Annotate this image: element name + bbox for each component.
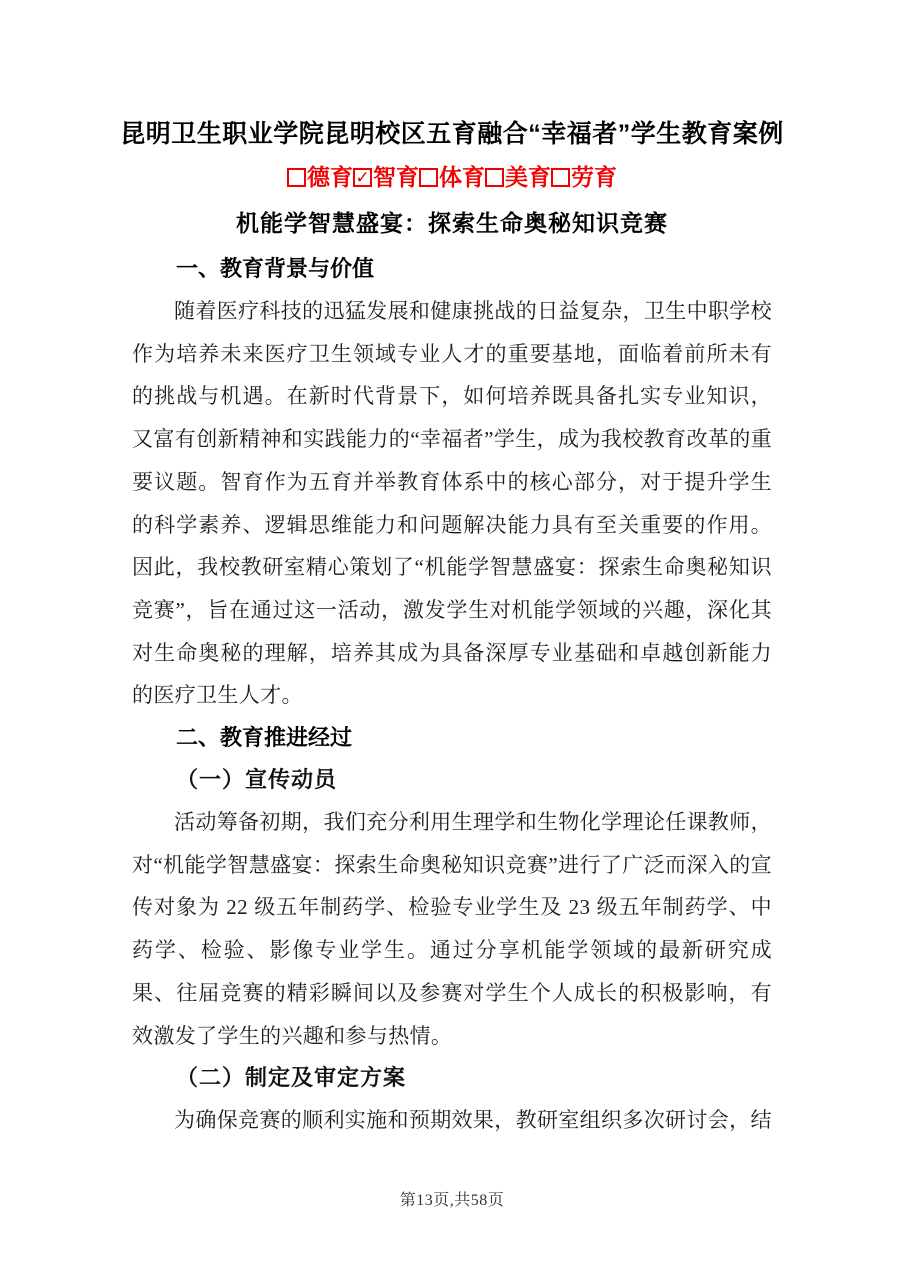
paragraph-background: 随着医疗科技的迅猛发展和健康挑战的日益复杂，卫生中职学校作为培养未来医疗卫生领域专业人才的重要基地，面临着前所未有的挑战与机遇。在新时代背景下，如何培养既具备扎实专业知识，又富有创新精神和实践能力的“幸福者”学生，成为我校教育改革的重要议题。智育作为五育并举教育体系中的核心部分，对于提升学生的科学素养、逻辑思维能力和问题解决能力具有至关重要的作用。因此，我校教研室精心策划了“机能学智慧盛宴：探索生命奥秘知识竞赛”，旨在通过这一活动，激发学生对机能学领域的兴趣，深化其对生命奥秘的理解，培养其成为具备深厚专业基础和卓越创新能力的医疗卫生人才。 <box>132 299 772 708</box>
paragraph-publicity: 活动筹备初期，我们充分利用生理学和生物化学理论任课教师，对“机能学智慧盛宴：探索生命奥秘知识竞赛”进行了广泛而深入的宣传对象为 22 级五年制药学、检验专业学生及 23 级五年制药学、中药学、检验、影像专业学生。通过分享机能学领域的最新研究成果、往届竞赛的精彩瞬间以及参赛对学生个人成长的积极影响，有效激发了学生的兴趣和参与热情。 <box>132 810 772 1048</box>
page-number: 第13页,共58页 <box>399 1192 505 1209</box>
checkbox-unchecked-icon <box>485 168 504 187</box>
subsection-heading-1: （一）宣传动员 <box>176 767 338 793</box>
checkbox-item-laoyu <box>551 160 617 194</box>
section-heading-2: 二、教育推进经过 <box>176 725 353 751</box>
checkbox-label: 劳育 <box>571 164 617 190</box>
subsection-heading-2: （二）制定及审定方案 <box>176 1065 407 1091</box>
case-title: 机能学智慧盛宴：探索生命奥秘知识竞赛 <box>236 210 668 236</box>
checkbox-item-zhiyu <box>353 160 419 194</box>
checkbox-label: 智育 <box>373 164 419 190</box>
checkbox-item-deyu <box>287 160 353 194</box>
document-body <box>132 248 772 1142</box>
checkbox-label: 德育 <box>307 164 353 190</box>
paragraph-plan: 为确保竞赛的顺利实施和预期效果，教研室组织多次研讨会，结 <box>174 1108 772 1133</box>
checkbox-unchecked-icon <box>287 168 306 187</box>
checkbox-unchecked-icon <box>551 168 570 187</box>
checkbox-label: 体育 <box>439 164 485 190</box>
five-education-checkbox-row <box>0 160 904 194</box>
checkbox-unchecked-icon <box>419 168 438 187</box>
checkbox-label: 美育 <box>505 164 551 190</box>
checkbox-item-meiyu <box>485 160 551 194</box>
checkbox-item-tiyu <box>419 160 485 194</box>
document-title: 昆明卫生职业学院昆明校区五育融合“幸福者”学生教育案例 <box>120 120 784 148</box>
section-heading-1: 一、教育背景与价值 <box>176 256 375 281</box>
checkbox-checked-icon: ✓ <box>353 168 372 187</box>
